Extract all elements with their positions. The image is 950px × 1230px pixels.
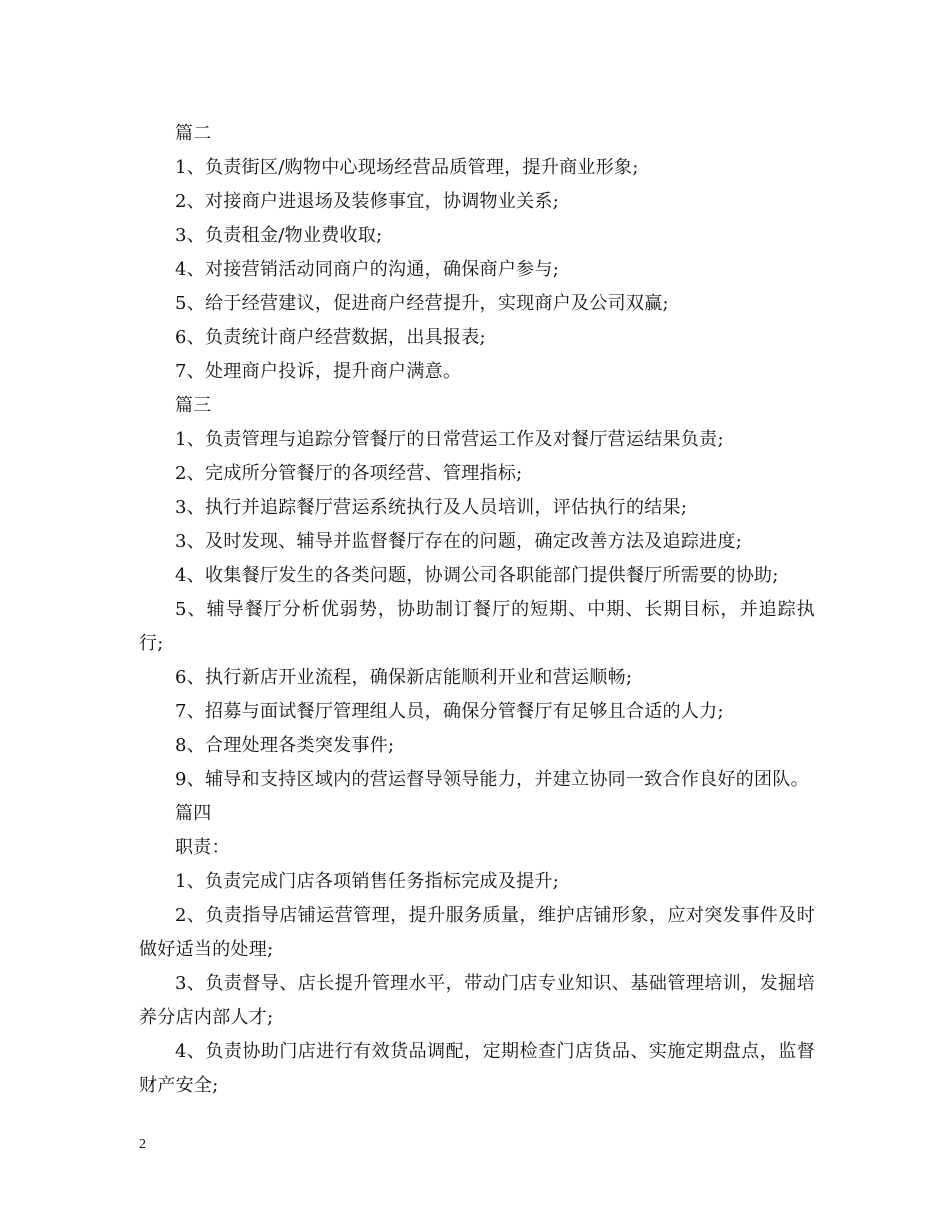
list-item: 7、招募与面试餐厅管理组人员，确保分管餐厅有足够且合适的人力; xyxy=(175,701,724,722)
list-item: 6、负责统计商户经营数据，出具报表; xyxy=(175,327,486,348)
list-item: 3、负责租金/物业费收取; xyxy=(175,225,383,246)
list-item: 3、及时发现、辅导并监督餐厅存在的问题，确定改善方法及追踪进度; xyxy=(175,531,743,552)
list-item: 3、负责督导、店长提升管理水平，带动门店专业知识、基础管理培训，发掘培养分店内部人才; xyxy=(139,973,815,1028)
list-item: 3、执行并追踪餐厅营运系统执行及人员培训，评估执行的结果; xyxy=(175,497,688,518)
list-item: 1、负责街区/购物中心现场经营品质管理，提升商业形象; xyxy=(175,157,639,178)
list-item: 5、辅导餐厅分析优弱势，协助制订餐厅的短期、中期、长期目标，并追踪执行; xyxy=(139,599,815,654)
section-heading-4: 篇四 xyxy=(175,803,212,824)
list-item: 4、对接营销活动同商户的沟通，确保商户参与; xyxy=(175,259,560,280)
list-item: 1、负责完成门店各项销售任务指标完成及提升; xyxy=(175,871,560,892)
list-item: 9、辅导和支持区域内的营运督导领导能力，并建立协同一致合作良好的团队。 xyxy=(175,769,809,790)
list-item: 4、收集餐厅发生的各类问题，协调公司各职能部门提供餐厅所需要的协助; xyxy=(175,565,779,586)
list-item: 2、完成所分管餐厅的各项经营、管理指标; xyxy=(175,463,523,484)
list-item: 5、给于经营建议，促进商户经营提升，实现商户及公司双赢; xyxy=(175,293,669,314)
list-item: 2、对接商户进退场及装修事宜，协调物业关系; xyxy=(175,191,560,212)
list-item: 7、处理商户投诉，提升商户满意。 xyxy=(175,361,462,382)
list-item: 8、合理处理各类突发事件; xyxy=(175,735,395,756)
document-body xyxy=(139,117,815,1103)
list-item: 2、负责指导店铺运营管理，提升服务质量，维护店铺形象，应对突发事件及时做好适当的处理; xyxy=(139,905,815,960)
section-heading-2: 篇二 xyxy=(175,123,212,144)
subheading-duties: 职责： xyxy=(175,837,230,858)
list-item: 6、执行新店开业流程，确保新店能顺利开业和营运顺畅; xyxy=(175,667,633,688)
list-item: 4、负责协助门店进行有效货品调配，定期检查门店货品、实施定期盘点，监督财产安全; xyxy=(139,1041,815,1096)
section-heading-3: 篇三 xyxy=(175,395,212,416)
list-item: 1、负责管理与追踪分管餐厅的日常营运工作及对餐厅营运结果负责; xyxy=(175,429,724,450)
page-number: 2 xyxy=(139,1137,146,1152)
